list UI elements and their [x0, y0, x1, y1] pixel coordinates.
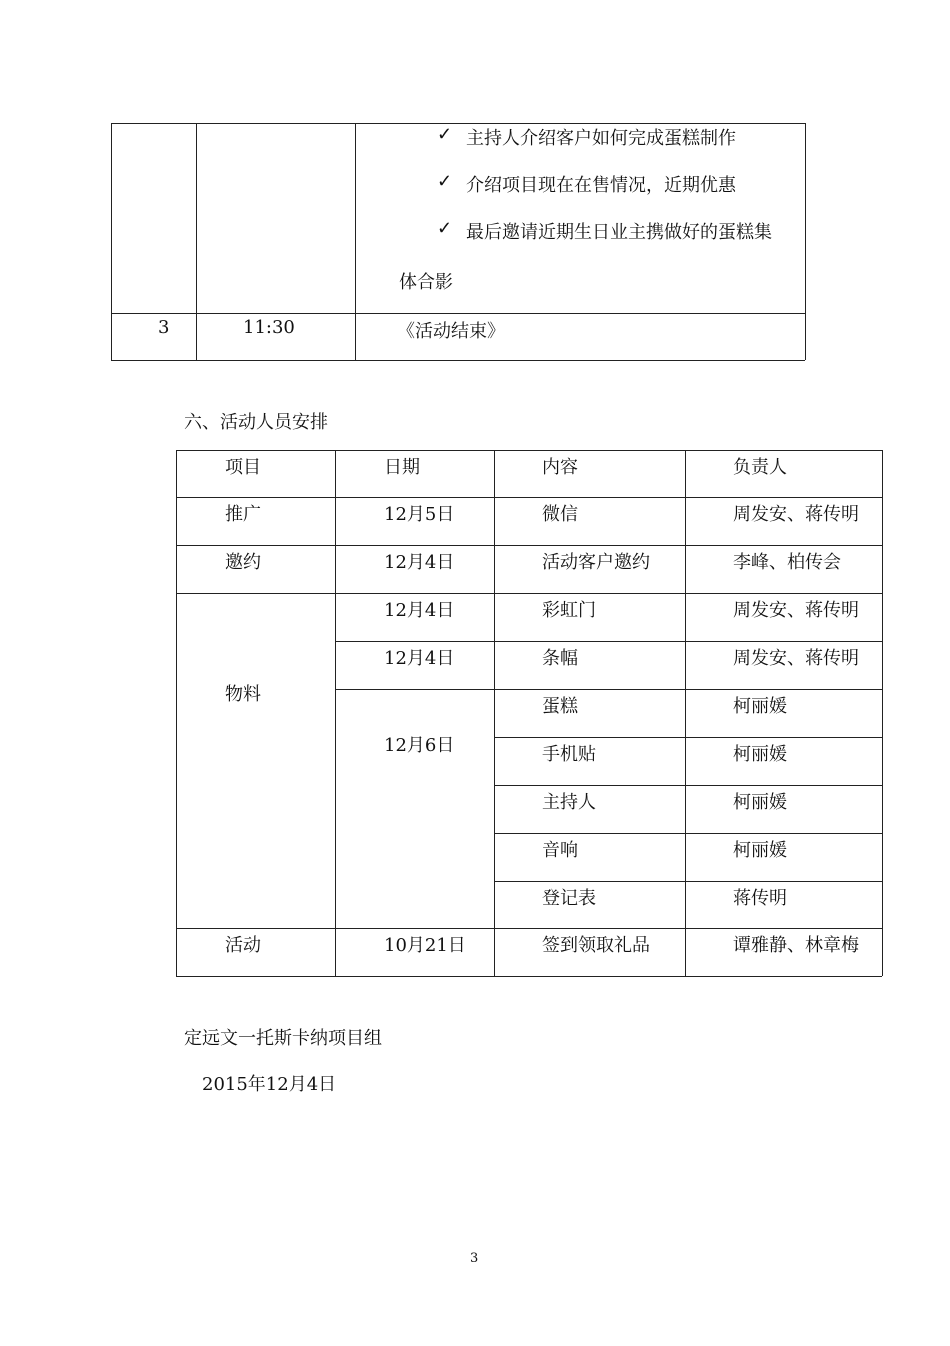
header-owner: 负责人 — [733, 457, 787, 478]
content-cell: 微信 — [542, 504, 578, 525]
section-heading: 六、活动人员安排 — [184, 412, 328, 433]
content-cell: 登记表 — [542, 888, 596, 909]
item-cell: 邀约 — [225, 552, 261, 573]
content-cell: 条幅 — [542, 648, 578, 669]
content-cell: 彩虹门 — [542, 600, 596, 621]
item-cell: 物料 — [225, 684, 261, 705]
check-icon: ✓ — [437, 124, 453, 145]
check-icon: ✓ — [437, 171, 453, 192]
owner-cell: 柯丽媛 — [733, 744, 787, 765]
owner-cell: 柯丽媛 — [733, 696, 787, 717]
bullet-item: 最后邀请近期生日业主携做好的蛋糕集 — [466, 222, 772, 243]
date-cell: 12月4日 — [384, 600, 455, 621]
content-cell: 蛋糕 — [542, 696, 578, 717]
content-cell: 音响 — [542, 840, 578, 861]
row-content: 《活动结束》 — [397, 321, 505, 342]
row-number: 3 — [158, 317, 170, 338]
header-item: 项目 — [225, 457, 261, 478]
page-number: 3 — [470, 1251, 479, 1266]
owner-cell: 周发安、蒋传明 — [733, 648, 859, 669]
header-date: 日期 — [384, 457, 420, 478]
date-cell: 10月21日 — [384, 935, 466, 956]
owner-cell: 周发安、蒋传明 — [733, 504, 859, 525]
bullet-item: 主持人介绍客户如何完成蛋糕制作 — [466, 128, 736, 149]
owner-cell: 周发安、蒋传明 — [733, 600, 859, 621]
owner-cell: 蒋传明 — [733, 888, 787, 909]
check-icon: ✓ — [437, 218, 453, 239]
owner-cell: 柯丽媛 — [733, 840, 787, 861]
bullet-continuation: 体合影 — [399, 272, 453, 293]
content-cell: 主持人 — [542, 792, 596, 813]
item-cell: 活动 — [225, 935, 261, 956]
header-content: 内容 — [542, 457, 578, 478]
item-cell: 推广 — [225, 504, 261, 525]
bullet-item: 介绍项目现在在售情况，近期优惠 — [466, 175, 736, 196]
content-cell: 手机贴 — [542, 744, 596, 765]
organization-name: 定远文一托斯卡纳项目组 — [184, 1028, 382, 1049]
date-cell: 12月6日 — [384, 735, 455, 756]
signature-date: 2015年12月4日 — [202, 1074, 337, 1095]
content-cell: 活动客户邀约 — [542, 552, 650, 573]
row-time: 11:30 — [243, 317, 295, 338]
owner-cell: 李峰、柏传会 — [733, 552, 841, 573]
date-cell: 12月4日 — [384, 552, 455, 573]
owner-cell: 谭雅静、林章梅 — [733, 935, 859, 956]
content-cell: 签到领取礼品 — [542, 935, 650, 956]
owner-cell: 柯丽媛 — [733, 792, 787, 813]
date-cell: 12月5日 — [384, 504, 455, 525]
date-cell: 12月4日 — [384, 648, 455, 669]
